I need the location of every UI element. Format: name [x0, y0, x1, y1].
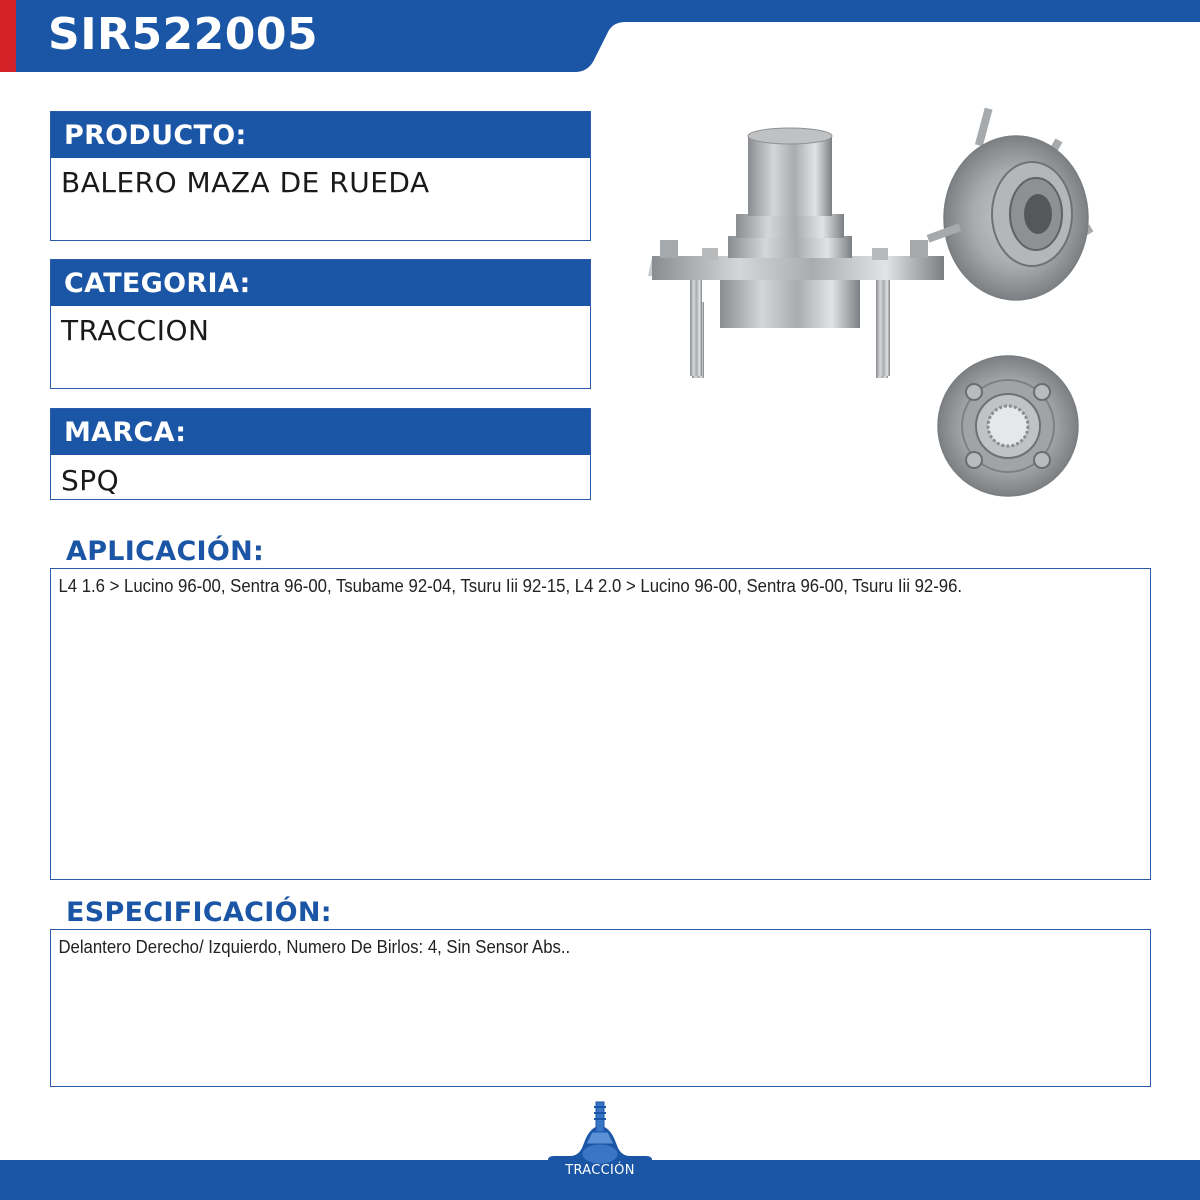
field-marca-value: SPQ: [61, 464, 120, 497]
aplicacion-text: L4 1.6 > Lucino 96-00, Sentra 96-00, Tsubame 92-04, Tsuru Iii 92-15, L4 2.0 > Lucino 96-00, Sentra 96-00, Tsuru Iii 92-96.: [58, 576, 963, 596]
cv-joint-icon: [582, 1102, 618, 1164]
hub-side-view: [648, 128, 944, 378]
field-marca: [50, 408, 591, 500]
especificacion-text: Delantero Derecho/ Izquierdo, Numero De Birlos: 4, Sin Sensor Abs..: [58, 937, 571, 957]
hub-front-view: [938, 356, 1078, 496]
field-producto-label: PRODUCTO:: [51, 112, 590, 158]
aplicacion-box: [50, 568, 1151, 880]
field-producto: [50, 111, 591, 241]
product-sku-title: SIR522005: [48, 9, 319, 60]
especificacion-heading: ESPECIFICACIÓN:: [66, 897, 332, 928]
footer-category-label: TRACCIÓN: [565, 1163, 635, 1178]
field-marca-label: MARCA:: [51, 409, 590, 455]
field-producto-value: BALERO MAZA DE RUEDA: [61, 166, 430, 199]
especificacion-box: [50, 929, 1151, 1087]
footer-badge: [548, 1098, 652, 1198]
hub-angled-view: [927, 108, 1094, 300]
field-categoria-label: CATEGORIA:: [51, 260, 590, 306]
field-categoria: [50, 259, 591, 389]
product-image-wheel-hub: [640, 96, 1140, 526]
aplicacion-heading: APLICACIÓN:: [66, 536, 265, 567]
field-categoria-value: TRACCION: [61, 314, 210, 347]
